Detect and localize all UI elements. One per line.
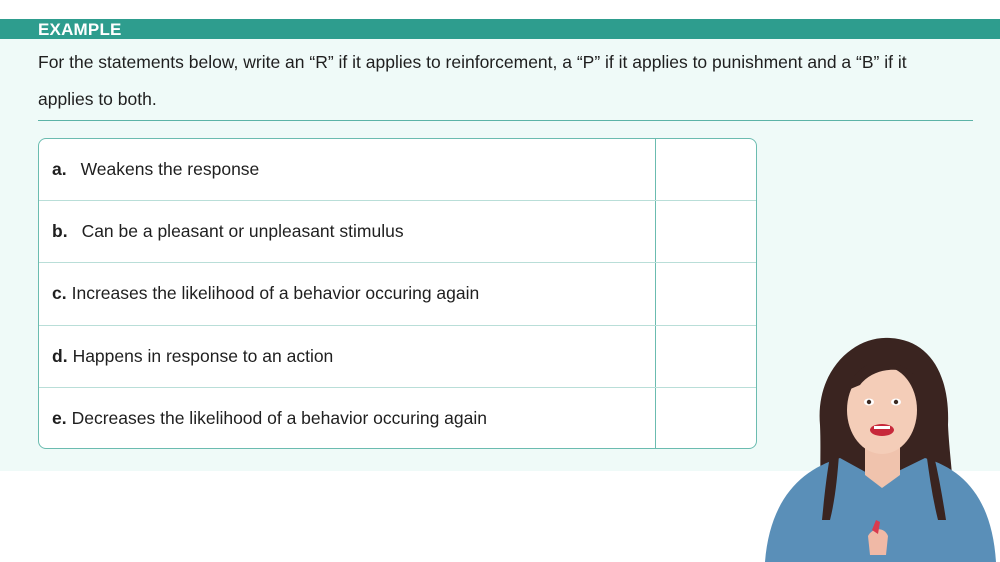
- table-row: [39, 201, 756, 263]
- statement-letter: b.: [52, 221, 68, 242]
- answer-cell[interactable]: [656, 326, 756, 387]
- statement-cell: [39, 201, 656, 262]
- header-bar: [0, 19, 1000, 39]
- statement-text: Happens in response to an action: [72, 345, 334, 366]
- divider-line: [38, 120, 973, 121]
- statement-letter: c.: [52, 283, 67, 304]
- presenter-video: [760, 330, 1000, 562]
- answer-cell[interactable]: [656, 388, 756, 449]
- example-header-label: EXAMPLE: [38, 20, 122, 39]
- table-row: [39, 263, 756, 325]
- answer-cell[interactable]: [656, 139, 756, 200]
- statement-text: Decreases the likelihood of a behavior occuring again: [71, 408, 488, 429]
- statement-text: Increases the likelihood of a behavior occuring again: [71, 283, 480, 304]
- instructions-text: [38, 44, 968, 118]
- table-row: [39, 139, 756, 201]
- statement-letter: e.: [52, 408, 67, 429]
- statement-cell: [39, 388, 656, 449]
- table-row: [39, 388, 756, 449]
- presenter-mouth: [870, 424, 894, 436]
- answer-cell[interactable]: [656, 263, 756, 324]
- statement-cell: [39, 326, 656, 387]
- table-row: [39, 326, 756, 388]
- answer-cell[interactable]: [656, 201, 756, 262]
- statement-cell: [39, 263, 656, 324]
- statement-letter: a.: [52, 159, 67, 180]
- statement-cell: [39, 139, 656, 200]
- instructions-line-1: For the statements below, write an “R” if it applies to reinforcement, a “P” if it applies to punishment and a “B” if it: [38, 52, 907, 72]
- statement-text: Can be a pleasant or unpleasant stimulus: [81, 221, 404, 242]
- statement-text: Weakens the response: [80, 159, 260, 180]
- statement-letter: d.: [52, 345, 68, 366]
- instructions-line-2: applies to both.: [38, 89, 157, 109]
- statements-table: [38, 138, 757, 449]
